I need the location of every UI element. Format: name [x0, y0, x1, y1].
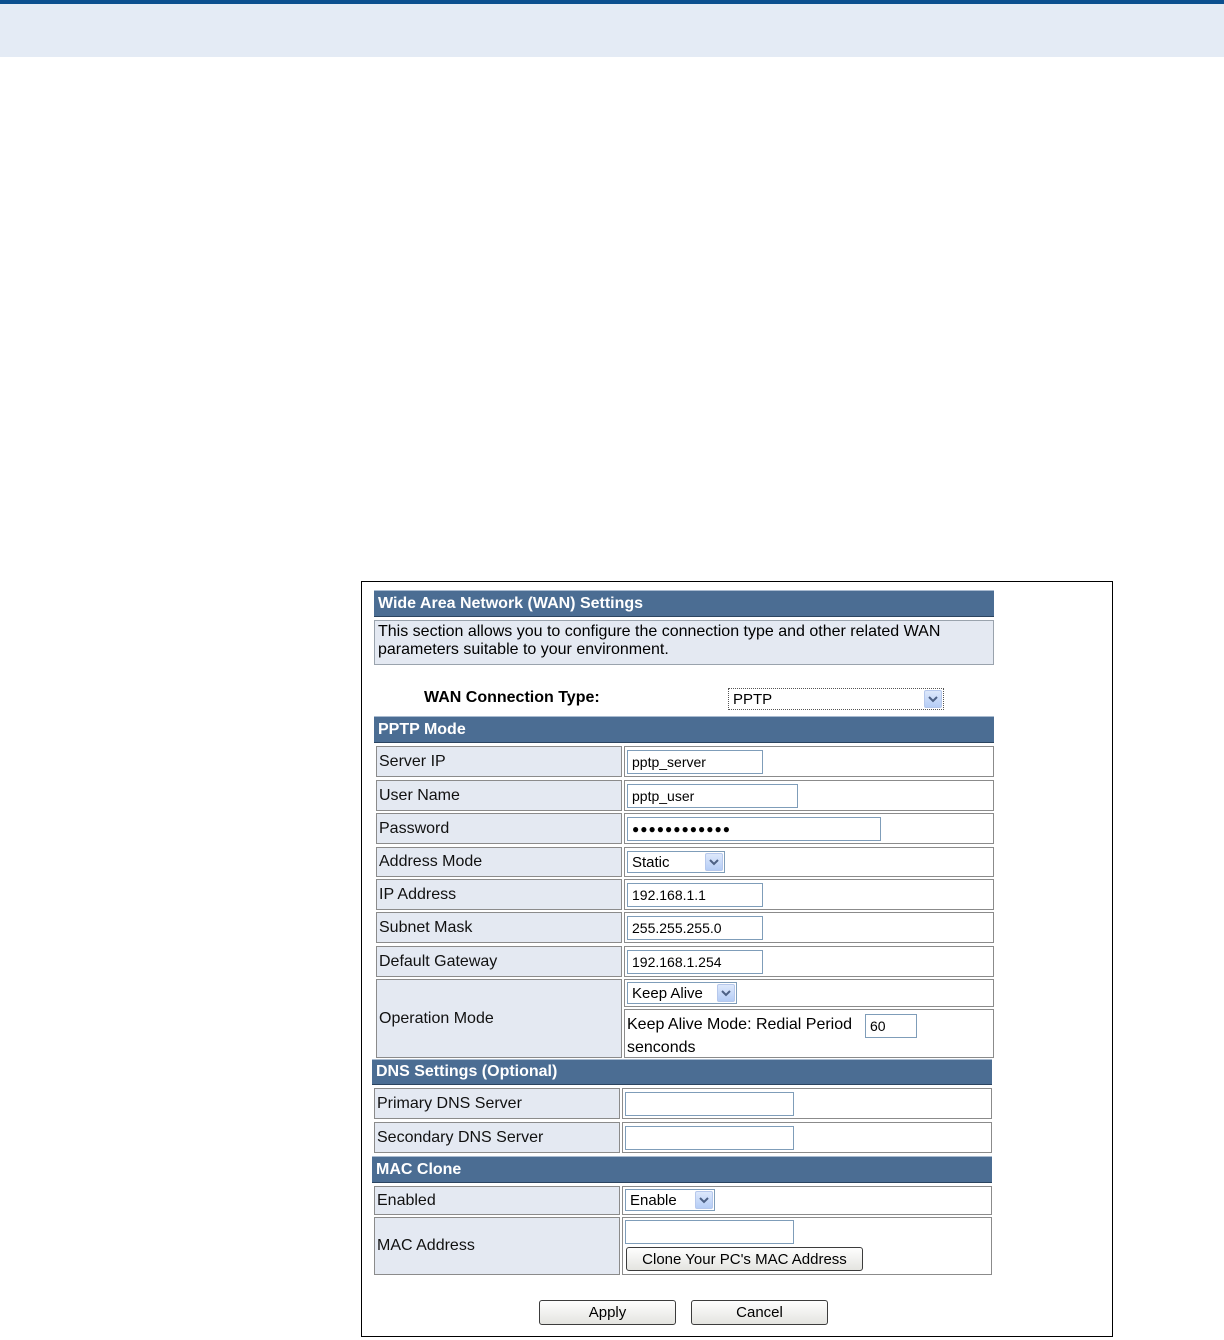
primary-dns-input[interactable] [625, 1092, 794, 1116]
server-ip-cell [624, 746, 994, 777]
mac-enabled-select[interactable] [625, 1189, 715, 1211]
screenshot-frame [361, 581, 1113, 1337]
default-gateway-cell [624, 946, 994, 977]
redial-period-unit: senconds [627, 1039, 696, 1056]
subnet-mask-input[interactable] [627, 916, 763, 940]
primary-dns-cell [622, 1088, 992, 1119]
operation-mode-cell [624, 979, 994, 1007]
ip-address-cell [624, 879, 994, 910]
address-mode-value: Static [632, 853, 670, 871]
chevron-down-icon[interactable] [705, 853, 723, 871]
mac-clone-header: MAC Clone [372, 1156, 992, 1183]
mac-enabled-label: Enabled [374, 1186, 620, 1215]
mac-address-input[interactable] [625, 1220, 794, 1244]
apply-button[interactable]: Apply [539, 1300, 676, 1325]
operation-mode-label: Operation Mode [376, 979, 622, 1058]
chevron-down-icon[interactable] [924, 690, 942, 708]
wan-connection-type-select[interactable] [728, 688, 944, 710]
secondary-dns-cell [622, 1122, 992, 1153]
chevron-down-icon[interactable] [717, 984, 735, 1002]
mac-enabled-value: Enable [630, 1191, 677, 1209]
default-gateway-input[interactable] [627, 950, 763, 974]
operation-mode-select[interactable] [627, 982, 737, 1004]
operation-mode-value: Keep Alive [632, 984, 703, 1002]
dns-settings-header: DNS Settings (Optional) [372, 1059, 992, 1085]
ip-address-label: IP Address [376, 879, 622, 910]
user-name-label: User Name [376, 780, 622, 811]
address-mode-cell [624, 847, 994, 877]
pptp-mode-header: PPTP Mode [374, 716, 994, 743]
primary-dns-label: Primary DNS Server [374, 1088, 620, 1119]
default-gateway-label: Default Gateway [376, 946, 622, 977]
redial-period-cell [624, 1009, 994, 1058]
mac-enabled-cell [622, 1186, 992, 1215]
password-label: Password [376, 813, 622, 844]
wan-connection-type-value: PPTP [733, 690, 773, 708]
ip-address-input[interactable] [627, 883, 763, 907]
server-ip-label: Server IP [376, 746, 622, 777]
clone-mac-button[interactable]: Clone Your PC's MAC Address [626, 1247, 863, 1271]
subnet-mask-cell [624, 912, 994, 943]
section-description: This section allows you to configure the connection type and other related WAN parameters suitable to your environment. [374, 620, 994, 665]
password-input[interactable] [627, 817, 881, 841]
password-cell [624, 813, 994, 844]
server-ip-input[interactable] [627, 750, 763, 774]
secondary-dns-label: Secondary DNS Server [374, 1122, 620, 1153]
redial-period-label: Keep Alive Mode: Redial Period [627, 1016, 853, 1033]
wan-connection-type-label: WAN Connection Type: [424, 689, 600, 706]
subnet-mask-label: Subnet Mask [376, 912, 622, 943]
redial-period-input[interactable] [865, 1014, 917, 1038]
address-mode-select[interactable] [627, 851, 725, 873]
address-mode-label: Address Mode [376, 847, 622, 877]
chevron-down-icon[interactable] [695, 1191, 713, 1209]
mac-address-label: MAC Address [374, 1217, 620, 1275]
user-name-input[interactable] [627, 784, 798, 808]
cancel-button[interactable]: Cancel [691, 1300, 828, 1325]
page-title: Wide Area Network (WAN) Settings [374, 590, 994, 617]
secondary-dns-input[interactable] [625, 1126, 794, 1150]
user-name-cell [624, 780, 994, 811]
page-header-band [0, 4, 1224, 57]
mac-address-cell [622, 1217, 992, 1275]
